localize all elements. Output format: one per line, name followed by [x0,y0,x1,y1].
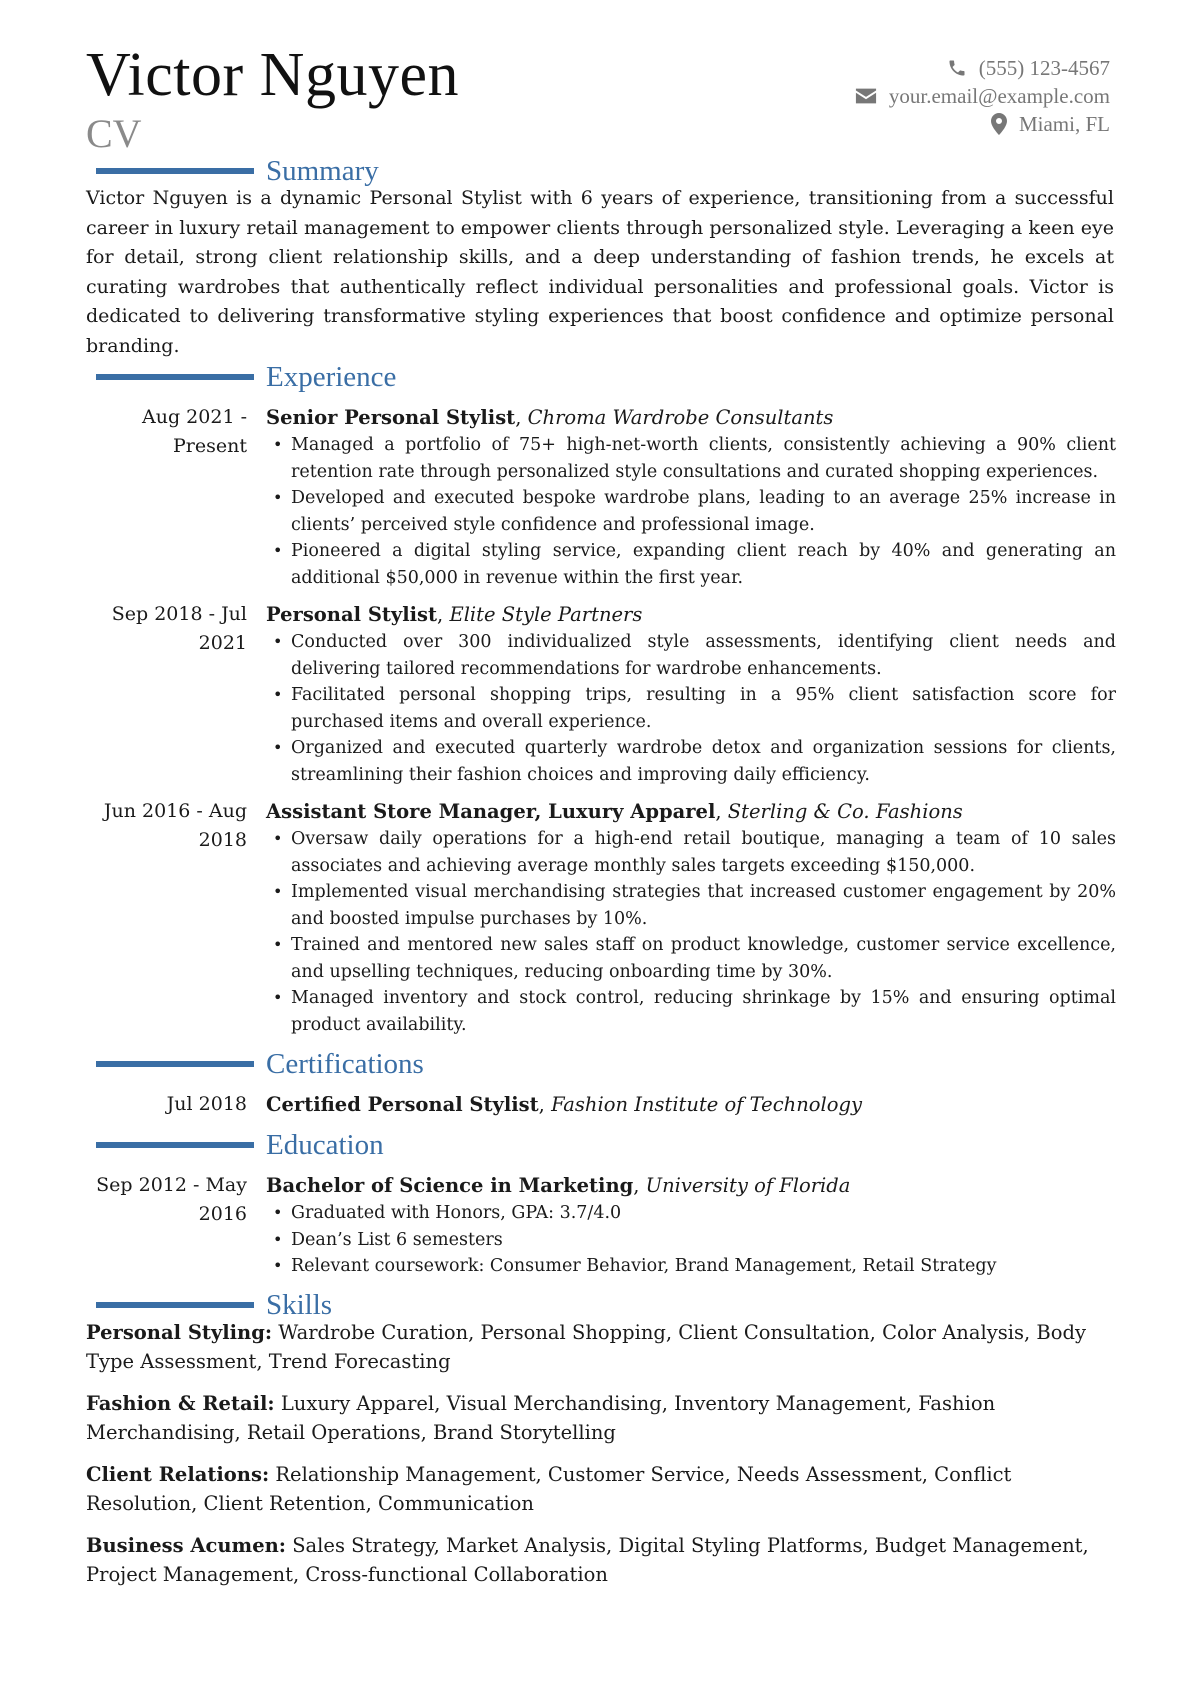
envelope-icon [855,87,877,105]
list-item: • Managed a portfolio of 75+ high-net-worth clients, consistently achieving a 90% client retention rate through personalized style consultations and curated shopping experiences. [266,432,1116,485]
certification-title: Certified Personal Stylist [266,1093,539,1116]
bullet-list [266,1200,1116,1280]
entry-title: Bachelor of Science in Marketing, University of Florida [266,1174,851,1197]
skill-label: Personal Styling: [86,1321,273,1344]
section-summary-heading [96,154,379,188]
skill-items: Luxury Apparel, Visual Merchandising, Inventory Management, Fashion Merchandising, Retail Operations, Brand Storytelling [86,1392,996,1444]
degree-title: Bachelor of Science in Marketing [266,1174,634,1197]
entry-date [86,797,247,855]
phone-icon [947,58,967,78]
contact-phone [855,54,1110,82]
skill-group [86,1318,1114,1376]
section-education-heading [96,1128,384,1162]
organization: University of Florida [645,1174,851,1197]
skill-label: Business Acumen: [86,1534,286,1557]
date-start: Aug 2021 - [142,406,247,428]
skills-list [86,1318,1114,1602]
location-text: Miami, FL [1018,112,1110,136]
date-end: 2021 [198,632,247,654]
list-item: • Graduated with Honors, GPA: 3.7/4.0 [266,1200,1116,1227]
skill-group [86,1389,1114,1447]
entry-body [266,1171,1116,1280]
document-subtitle: CV [86,111,142,156]
date-end: 2016 [198,1203,247,1225]
list-item: • Facilitated personal shopping trips, resulting in a 95% client satisfaction score for purchased items and overall experience. [266,682,1116,735]
entry-body [266,797,1116,1038]
entry-body [266,1090,1116,1119]
job-title: Personal Stylist [266,603,438,626]
bullet-list [266,432,1116,591]
entry-date [86,1171,247,1229]
entry-title: Personal Stylist, Elite Style Partners [266,603,643,626]
section-bar [96,168,254,174]
list-item: • Organized and executed quarterly wardrobe detox and organization sessions for clients, streamlining their fashion choices and improving daily efficiency. [266,735,1116,788]
phone-number[interactable]: (555) 123-4567 [978,56,1110,80]
list-item: • Pioneered a digital styling service, expanding client reach by 40% and generating an additional $50,000 in revenue within the first year. [266,538,1116,591]
skill-items: Wardrobe Curation, Personal Shopping, Client Consultation, Color Analysis, Body Type Assessment, Trend Forecasting [86,1321,1086,1373]
organization: Chroma Wardrobe Consultants [527,406,834,429]
section-skills-heading [96,1288,332,1322]
contact-email [855,82,1110,110]
section-bar [96,1302,254,1308]
section-bar [96,1142,254,1148]
date-start: Sep 2018 - Jul [111,603,247,625]
date-start: Sep 2012 - May [96,1174,247,1196]
person-name: Victor Nguyen [86,41,459,109]
skill-label: Fashion & Retail: [86,1392,275,1415]
list-item: • Conducted over 300 individualized style assessments, identifying client needs and delivering tailored recommendations for wardrobe enhancements. [266,629,1116,682]
organization: Fashion Institute of Technology [551,1093,862,1116]
list-item: • Oversaw daily operations for a high-end retail boutique, managing a team of 10 sales associates and achieving average monthly sales targets exceeding $150,000. [266,826,1116,879]
list-item: • Relevant coursework: Consumer Behavior, Brand Management, Retail Strategy [266,1253,1116,1280]
section-title: Experience [266,361,397,393]
entry-body [266,600,1116,788]
section-bar [96,374,254,380]
job-title: Senior Personal Stylist [266,406,516,429]
bullet-list [266,826,1116,1038]
list-item: • Managed inventory and stock control, reducing shrinkage by 15% and ensuring optimal product availability. [266,985,1116,1038]
job-title: Assistant Store Manager, Luxury Apparel [266,800,716,823]
entry-date: Jul 2018 [166,1093,247,1115]
section-title: Summary [266,155,379,187]
email-address[interactable]: your.email@example.com [888,84,1110,108]
contact-location [855,110,1110,138]
section-experience-heading [96,360,396,394]
contact-block [855,54,1110,138]
entry-title: Assistant Store Manager, Luxury Apparel, Sterling & Co. Fashions [266,800,963,823]
date-end: Present [173,435,247,457]
entry-title: Certified Personal Stylist, Fashion Institute of Technology [266,1093,862,1116]
date-start: Jun 2016 - Aug [103,800,247,822]
section-title: Skills [266,1289,333,1321]
list-item: • Trained and mentored new sales staff on product knowledge, customer service excellence, and upselling techniques, reducing onboarding time by 30%. [266,932,1116,985]
entry-title: Senior Personal Stylist, Chroma Wardrobe Consultants [266,406,834,429]
skill-group [86,1460,1114,1518]
date-end: 2018 [198,829,247,851]
section-bar [96,1061,254,1067]
entry-body [266,403,1116,591]
organization: Elite Style Partners [449,603,643,626]
list-item: • Dean’s List 6 semesters [266,1227,1116,1254]
skill-group [86,1531,1114,1589]
skill-label: Client Relations: [86,1463,270,1486]
section-certifications-heading [96,1047,424,1081]
entry-date [86,403,247,461]
section-title: Certifications [266,1048,424,1080]
skill-items: Sales Strategy, Market Analysis, Digital Styling Platforms, Budget Management, Project Management, Cross-functional Collaboration [86,1534,1089,1586]
entry-date [86,600,247,658]
section-title: Education [266,1129,384,1161]
skill-items: Relationship Management, Customer Service, Needs Assessment, Conflict Resolution, Client Retention, Communication [86,1463,1012,1515]
list-item: • Implemented visual merchandising strategies that increased customer engagement by 20% and boosted impulse purchases by 10%. [266,879,1116,932]
organization: Sterling & Co. Fashions [727,800,963,823]
bullet-list [266,629,1116,788]
summary-text: Victor Nguyen is a dynamic Personal Stylist with 6 years of experience, transitioning from a successful career in luxury retail management to empower clients through personalized style. Leveraging a keen eye for detail, strong client relationship skills, and a deep understanding of fashion trends, he excels at curating wardrobes that authentically reflect individual personalities and professional goals. Victor is dedicated to delivering transformative styling experiences that boost confidence and optimize personal branding. [86,187,1114,357]
map-pin-icon [991,113,1007,135]
list-item: • Developed and executed bespoke wardrobe plans, leading to an average 25% increase in clients’ perceived style confidence and professional image. [266,485,1116,538]
